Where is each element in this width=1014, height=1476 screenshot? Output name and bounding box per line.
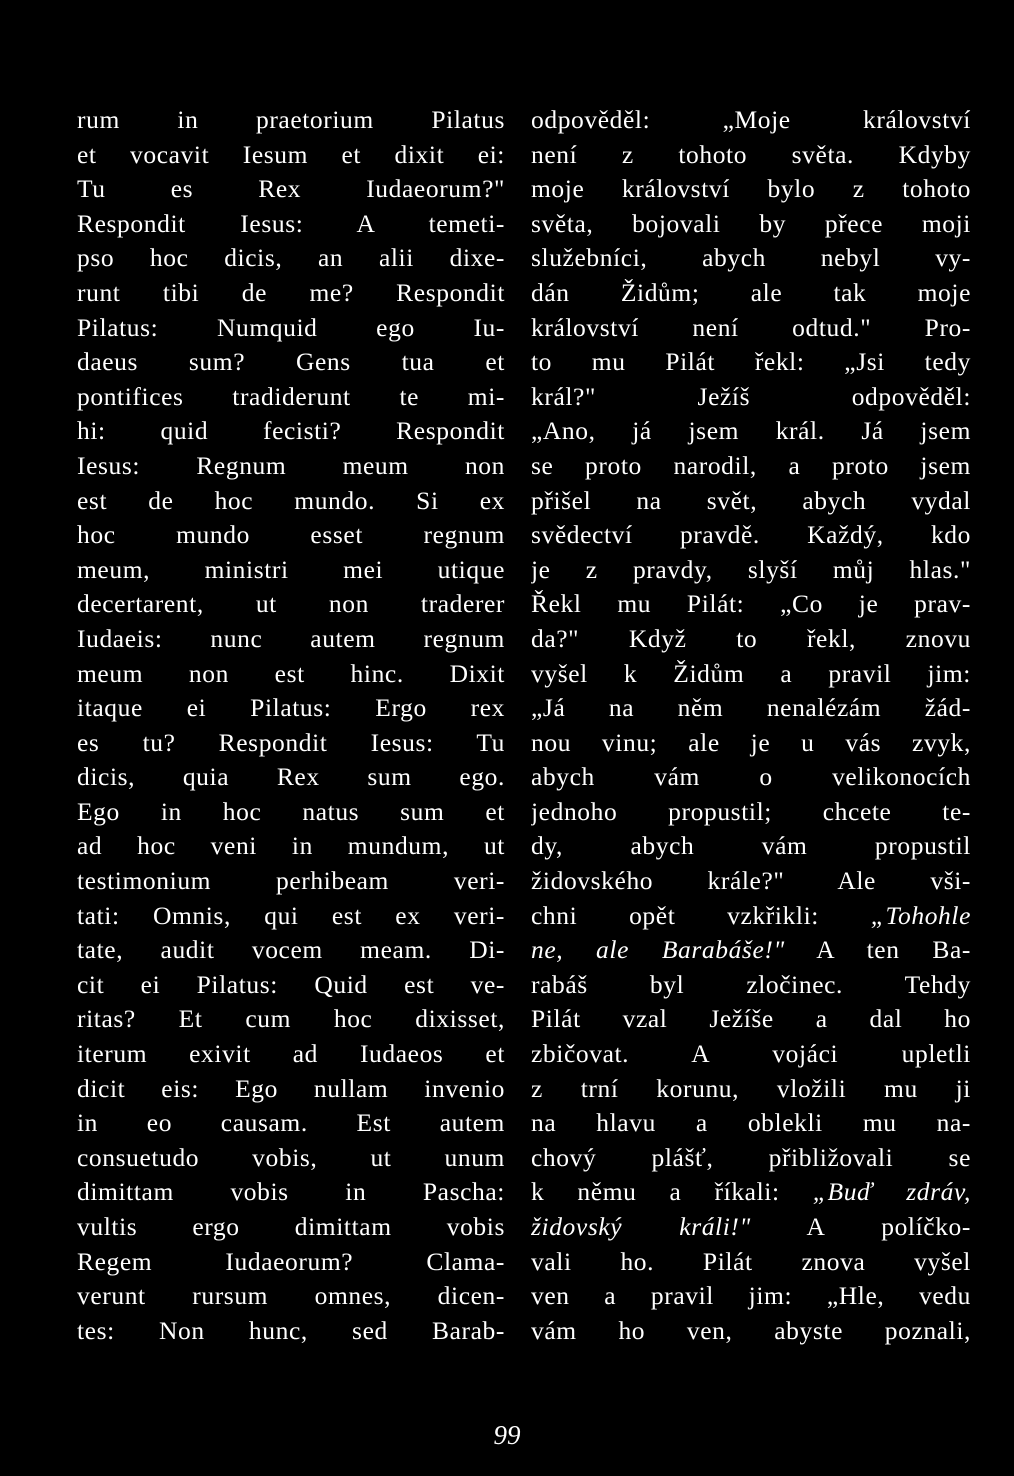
latin-text-line: daeus sum? Gens tua et: [77, 347, 505, 377]
latin-text-line: cit ei Pilatus: Quid est ve-: [77, 969, 505, 999]
czech-text-line: chový plášť, přibližovali se: [531, 1142, 971, 1172]
latin-text-line: est de hoc mundo. Si ex: [77, 485, 505, 515]
latin-text-line: pontifices tradiderunt te mi-: [77, 381, 505, 411]
czech-text-line: se proto narodil, a proto jsem: [531, 450, 971, 480]
latin-text-line: Tu es Rex Iudaeorum?": [77, 174, 505, 204]
latin-text-line: meum non est hinc. Dixit: [77, 658, 505, 688]
czech-text-line: Pilát vzal Ježíše a dal ho: [531, 1004, 971, 1034]
czech-text-line: vyšel k Židům a pravil jim:: [531, 658, 971, 688]
czech-text-line: k němu a říkali: „Buď zdráv,: [531, 1177, 971, 1207]
latin-text-line: runt tibi de me? Respondit: [77, 277, 505, 307]
czech-text-line: není z tohoto světa. Kdyby: [531, 139, 971, 169]
czech-text-line: to mu Pilát řekl: „Jsi tedy: [531, 347, 971, 377]
latin-text-line: dicit eis: Ego nullam invenio: [77, 1073, 505, 1103]
latin-text-column: [77, 103, 505, 1348]
czech-text-line: služebníci, abych nebyl vy-: [531, 243, 971, 273]
czech-text-line: dán Židům; ale tak moje: [531, 277, 971, 307]
latin-text-line: tes: Non hunc, sed Barab-: [77, 1315, 505, 1345]
latin-text-line: vultis ergo dimittam vobis: [77, 1212, 505, 1241]
czech-text-line: král?" Ježíš odpověděl:: [531, 381, 971, 411]
latin-text-line: testimonium perhibeam veri-: [77, 866, 505, 896]
czech-text-line: odpověděl: „Moje království: [531, 105, 971, 134]
czech-text-line: dy, abych vám propustil: [531, 831, 971, 861]
latin-text-line: iterum exivit ad Iudaeos et: [77, 1039, 505, 1069]
czech-text-line: království není odtud." Pro-: [531, 312, 971, 342]
latin-text-line: dicis, quia Rex sum ego.: [77, 762, 505, 792]
latin-text-line: tati: Omnis, qui est ex veri-: [77, 900, 505, 930]
latin-text-line: decertarent, ut non traderer: [77, 589, 505, 619]
latin-text-line: pso hoc dicis, an alii dixe-: [77, 243, 505, 273]
czech-text-line: „Já na něm nenalézám žád-: [531, 693, 971, 723]
czech-text-line: židovský králi!" A políčko-: [531, 1212, 971, 1241]
czech-text-line: jednoho propustil; chcete te-: [531, 796, 971, 826]
latin-text-line: verunt rursum omnes, dicen-: [77, 1281, 505, 1311]
czech-text-line: zbičovat. A vojáci upletli: [531, 1039, 971, 1069]
latin-text-line: ritas? Et cum hoc dixisset,: [77, 1004, 505, 1034]
czech-text-line: svědectví pravdě. Každý, kdo: [531, 520, 971, 550]
czech-text-line: na hlavu a oblekli mu na-: [531, 1108, 971, 1138]
latin-text-line: Pilatus: Numquid ego Iu-: [77, 312, 505, 342]
czech-text-line: z trní korunu, vložili mu ji: [531, 1073, 971, 1103]
latin-text-line: hi: quid fecisti? Respondit: [77, 416, 505, 446]
czech-text-column: [531, 103, 971, 1348]
czech-text-line: nou vinu; ale je u vás zvyk,: [531, 727, 971, 757]
latin-text-line: hoc mundo esset regnum: [77, 520, 505, 550]
czech-text-line: ne, ale Barabáše!" A ten Ba-: [531, 935, 971, 965]
latin-text-line: Respondit Iesus: A temeti-: [77, 208, 505, 238]
latin-text-line: rum in praetorium Pilatus: [77, 105, 505, 134]
latin-text-line: in eo causam. Est autem: [77, 1108, 505, 1138]
latin-text-line: es tu? Respondit Iesus: Tu: [77, 727, 505, 757]
czech-text-line: da?" Když to řekl, znovu: [531, 623, 971, 653]
latin-text-line: consuetudo vobis, ut unum: [77, 1142, 505, 1172]
czech-text-line: přišel na svět, abych vydal: [531, 485, 971, 515]
latin-text-line: meum, ministri mei utique: [77, 554, 505, 584]
czech-text-line: světa, bojovali by přece moji: [531, 208, 971, 238]
latin-text-line: dimittam vobis in Pascha:: [77, 1177, 505, 1207]
czech-text-line: „Ano, já jsem král. Já jsem: [531, 416, 971, 446]
latin-text-line: Iudaeis: nunc autem regnum: [77, 623, 505, 653]
czech-text-line: vali ho. Pilát znova vyšel: [531, 1246, 971, 1276]
page-number: 99: [493, 1420, 521, 1450]
czech-text-line: vám ho ven, abyste poznali,: [531, 1315, 971, 1345]
latin-text-line: Ego in hoc natus sum et: [77, 796, 505, 826]
czech-text-line: abych vám o velikonocích: [531, 762, 971, 792]
czech-text-line: ven a pravil jim: „Hle, vedu: [531, 1281, 971, 1311]
czech-text-line: moje království bylo z tohoto: [531, 174, 971, 204]
czech-text-line: chni opět vzkřikli: „Tohohle: [531, 900, 971, 930]
czech-text-line: Řekl mu Pilát: „Co je prav-: [531, 589, 971, 619]
czech-text-line: rabáš byl zločinec. Tehdy: [531, 969, 971, 999]
latin-text-line: tate, audit vocem meam. Di-: [77, 935, 505, 965]
latin-text-line: Iesus: Regnum meum non: [77, 450, 505, 480]
latin-text-line: Regem Iudaeorum? Clama-: [77, 1246, 505, 1276]
latin-text-line: itaque ei Pilatus: Ergo rex: [77, 693, 505, 723]
latin-text-line: et vocavit Iesum et dixit ei:: [77, 139, 505, 169]
latin-text-line: ad hoc veni in mundum, ut: [77, 831, 505, 861]
czech-text-line: je z pravdy, slyší můj hlas.": [531, 554, 971, 584]
czech-text-line: židovského krále?" Ale vši-: [531, 866, 971, 896]
